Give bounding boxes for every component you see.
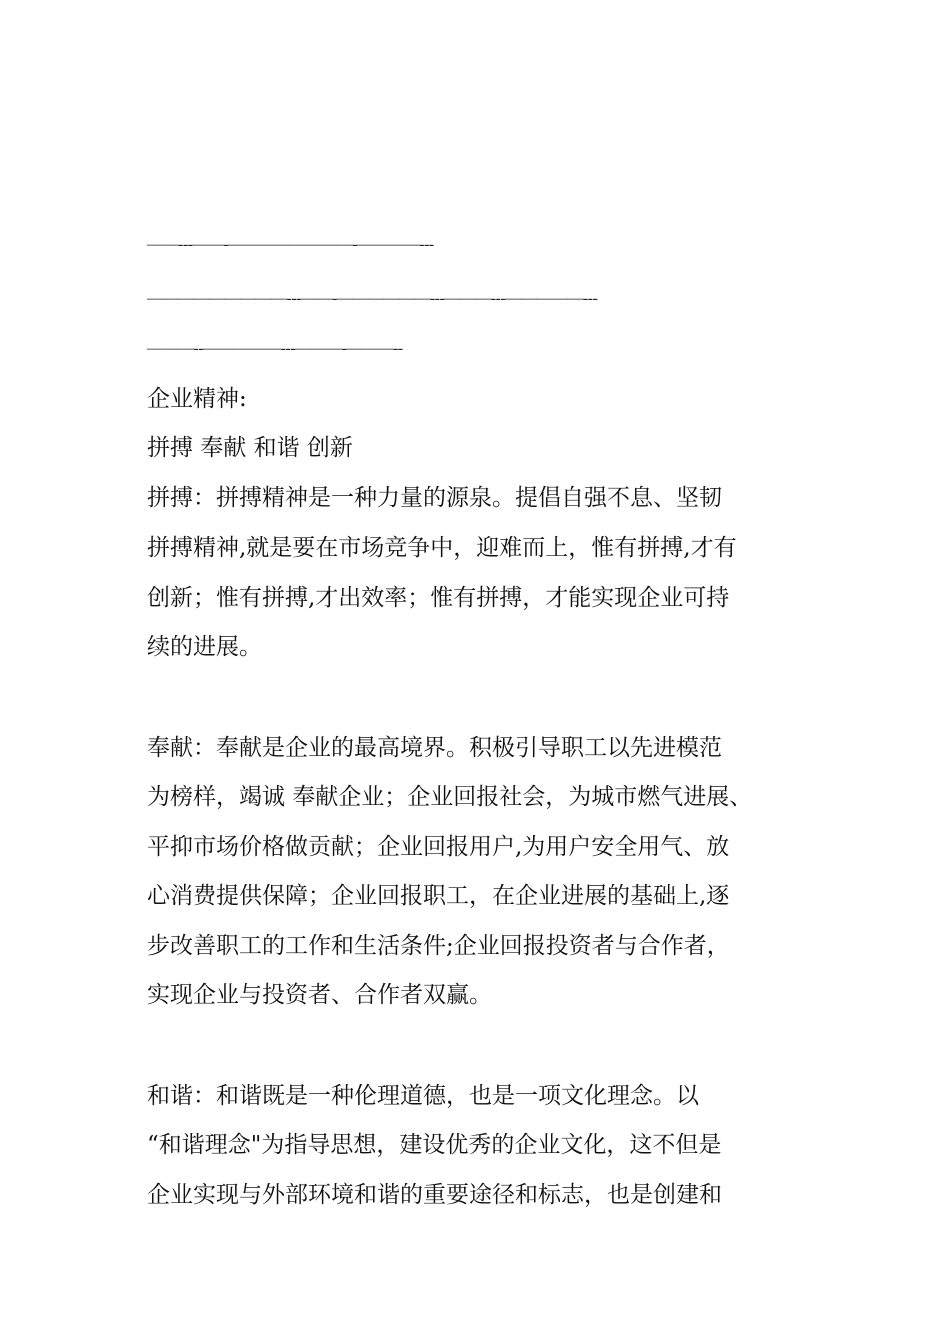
pinbo-line-3: 创新；惟有拼搏,才出效率；惟有拼搏，才能实现企业可持 <box>147 585 730 611</box>
hexie-line-1: 和谐：和谐既是一种伦理道德，也是一项文化理念。以 <box>147 1083 699 1109</box>
fengxian-line-1: 奉献：奉献是企业的最高境界。积极引导职工以先进模范 <box>147 735 722 761</box>
pinbo-line-4: 续的进展。 <box>147 634 262 660</box>
pinbo-line-2: 拼搏精神,就是要在市场竞争中，迎难而上，惟有拼搏,才有 <box>147 535 737 561</box>
hexie-line-2: “和谐理念"为指导思想，建设优秀的企业文化，这不但是 <box>147 1132 722 1158</box>
dash-rule-2: —————————---——-——————---———---—————--- <box>147 290 598 307</box>
section-heading: 企业精神: <box>147 386 247 412</box>
fengxian-line-6: 实现企业与投资者、合作者双赢。 <box>147 982 492 1008</box>
fengxian-line-4: 心消费提供保障；企业回报职工，在企业进展的基础上,逐 <box>147 883 730 909</box>
fengxian-line-3: 平抑市场价格做贡献；企业回报用户,为用户安全用气、放 <box>147 834 730 860</box>
dash-rule-1: ——---——-————————-————--- <box>147 236 434 253</box>
hexie-line-3: 企业实现与外部环境和谐的重要途径和标志，也是创建和 <box>147 1182 722 1208</box>
fengxian-line-2: 为榜样，竭诚 奉献企业；企业回报社会，为城市燃气进展、 <box>147 784 753 810</box>
fengxian-line-5: 步改善职工的工作和生活条件;企业回报投资者与合作者， <box>147 933 730 959</box>
pinbo-line-1: 拼搏：拼搏精神是一种力量的源泉。提倡自强不息、坚韧 <box>147 485 722 511</box>
keywords-line: 拼搏 奉献 和谐 创新 <box>147 435 353 461</box>
dash-rule-3: ———--—————---———-———-- <box>147 340 403 357</box>
